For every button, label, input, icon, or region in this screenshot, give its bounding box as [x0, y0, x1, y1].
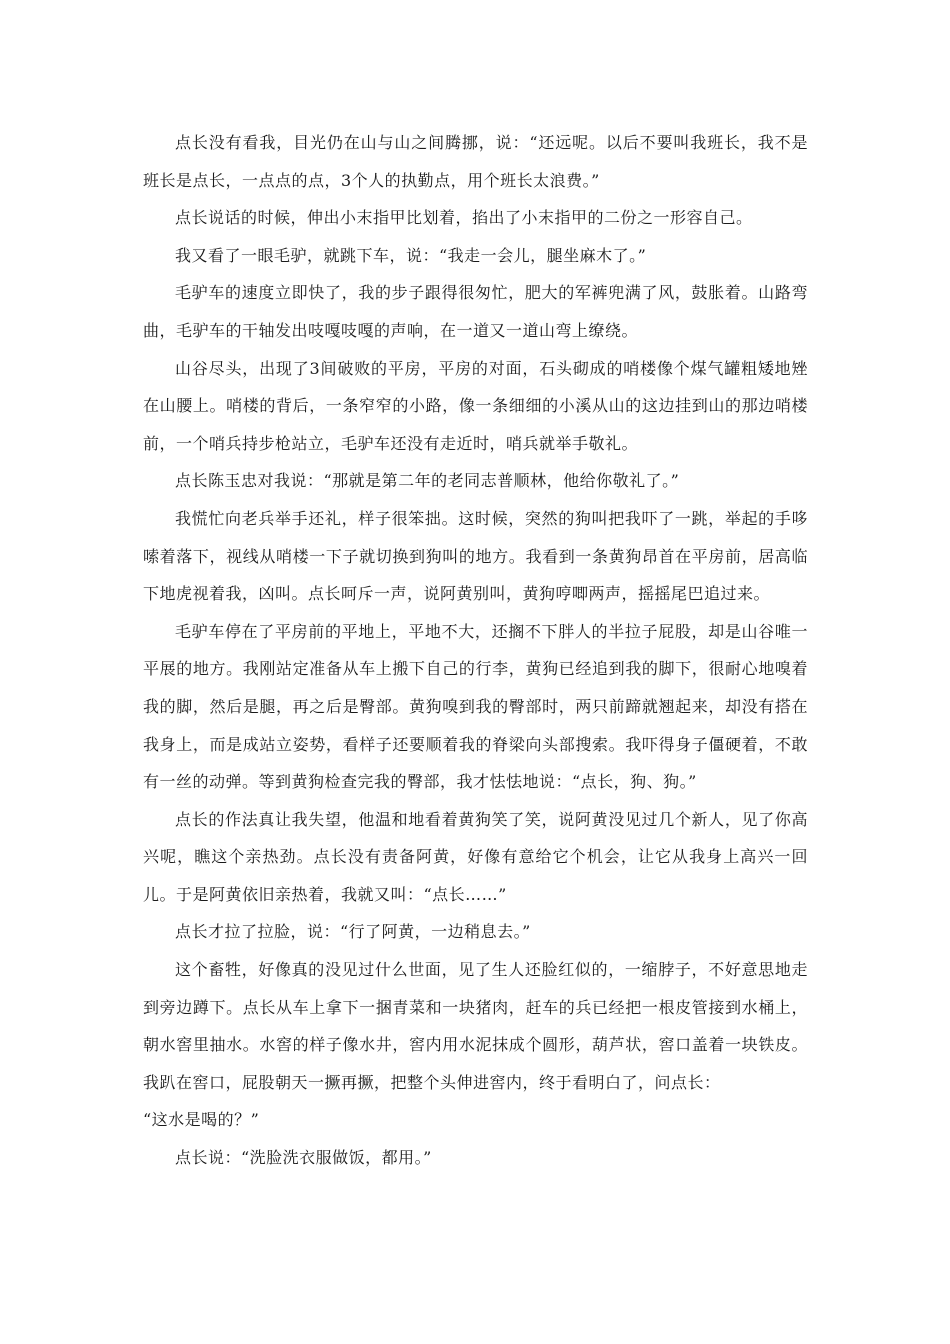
paragraph: 山谷尽头，出现了3间破败的平房，平房的对面，石头砌成的哨楼像个煤气罐粗矮地矬在山腰上。哨楼的背后，一条窄窄的小路，像一条细细的小溪从山的这边挂到山的那边哨楼前，一个哨兵持步枪站立，毛驴车还没有走近时，哨兵就举手敬礼。 [143, 358, 808, 453]
paragraph: 毛驴车的速度立即快了，我的步子跟得很匆忙，肥大的军裤兜满了风，鼓胀着。山路弯曲，毛驴车的干轴发出吱嘎吱嘎的声响，在一道又一道山弯上缭绕。 [143, 283, 808, 340]
paragraph: 这个畜牲，好像真的没见过什么世面，见了生人还脸红似的，一缩脖子，不好意思地走到旁边蹲下。点长从车上拿下一捆青菜和一块猪肉，赶车的兵已经把一根皮管接到水桶上，朝水窖里抽水。水窖的样子像水井，窖内用水泥抹成个圆形，葫芦状，窖口盖着一块铁皮。我趴在窖口，屁股朝天一撅再撅，把整个头伸进窖内，终于看明白了，问点长： [143, 960, 808, 1092]
paragraph: 点长说：“洗脸洗衣服做饭，都用。” [175, 1148, 432, 1168]
paragraph: “这水是喝的？” [143, 1110, 260, 1130]
story-text [143, 124, 808, 1177]
paragraph: 点长的作法真让我失望，他温和地看着黄狗笑了笑，说阿黄没见过几个新人，见了你高兴呢，瞧这个亲热劲。点长没有责备阿黄，好像有意给它个机会，让它从我身上高兴一回儿。于是阿黄依旧亲热着，我就又叫：“点长……” [143, 809, 808, 904]
paragraph: 点长说话的时候，伸出小末指甲比划着，掐出了小末指甲的二份之一形容自己。 [175, 208, 753, 228]
paragraph: 毛驴车停在了平房前的平地上，平地不大，还搁不下胖人的半拉子屁股，却是山谷唯一平展的地方。我刚站定准备从车上搬下自己的行李，黄狗已经追到我的脚下，很耐心地嗅着我的脚，然后是腿，再之后是臀部。黄狗嗅到我的臀部时，两只前蹄就翘起来，却没有搭在我身上，而是成站立姿势，看样子还要顺着我的脊梁向头部搜索。我吓得身子僵硬着，不敢有一丝的动弹。等到黄狗检查完我的臀部，我才怯怯地说：“点长，狗、狗。” [143, 621, 808, 792]
paragraph: 点长才拉了拉脸，说：“行了阿黄，一边稍息去。” [175, 922, 531, 942]
paragraph: 我又看了一眼毛驴，就跳下车，说：“我走一会儿，腿坐麻木了。” [175, 245, 647, 265]
paragraph: 点长没有看我，目光仍在山与山之间腾挪，说：“还远呢。以后不要叫我班长，我不是班长是点长，一点点的点，3个人的执勤点，用个班长太浪费。” [143, 133, 808, 190]
paragraph: 点长陈玉忠对我说：“那就是第二年的老同志普顺林，他给你敬礼了。” [175, 471, 680, 491]
paragraph: 我慌忙向老兵举手还礼，样子很笨拙。这时候，突然的狗叫把我吓了一跳，举起的手哆嗦着落下，视线从哨楼一下子就切换到狗叫的地方。我看到一条黄狗昂首在平房前，居高临下地虎视着我，凶叫。点长呵斥一声，说阿黄别叫，黄狗哼唧两声，摇摇尾巴追过来。 [143, 508, 808, 604]
